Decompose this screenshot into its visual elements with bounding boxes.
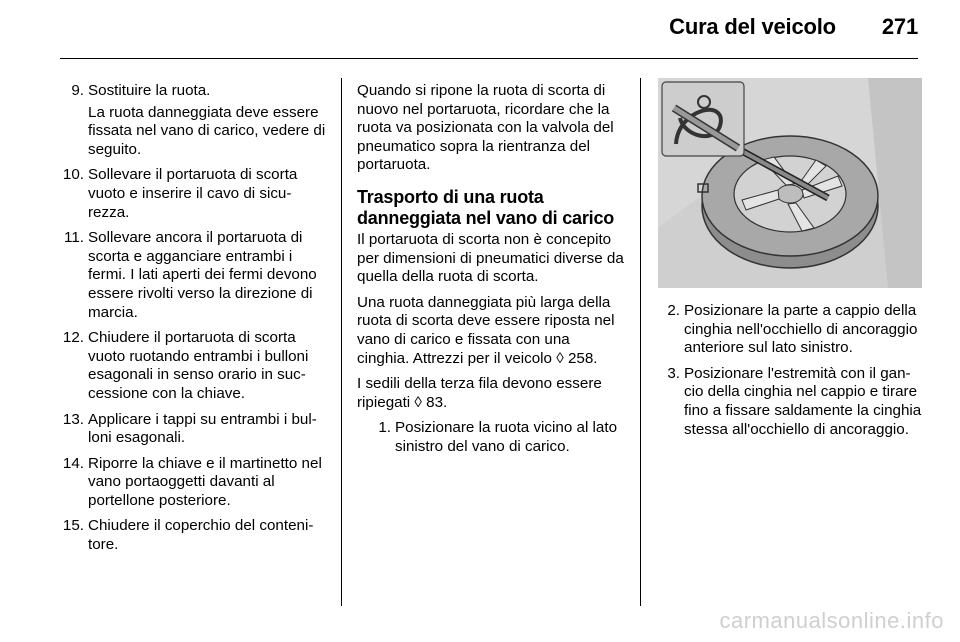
step-text: Sollevare il portaruota di scorta vuoto e inserire il cavo di sicurezza. <box>88 166 298 221</box>
list-item <box>62 517 326 554</box>
list-item <box>62 166 326 222</box>
column-left <box>62 82 326 562</box>
step-text: Riporre la chiave e il martinetto nel vano portaoggetti davanti al portellone posteriore. <box>88 454 322 509</box>
step-number: 10. <box>62 166 84 184</box>
spare-wheel-illustration <box>658 78 922 288</box>
column-divider <box>640 78 641 606</box>
paragraph: Una ruota danneggiata più larga della ruota di scorta deve essere riposta nel vano di carico e fissata con una cinghia. Attrezzi per il veicolo ◊ 258. <box>357 293 615 367</box>
list-item <box>62 329 326 403</box>
step-number: 1. <box>378 419 391 437</box>
step-number: 12. <box>62 329 84 347</box>
paragraph: I sedili della terza fila devono essere ripiegati ◊ 83. <box>357 375 602 411</box>
list-item <box>658 365 924 439</box>
step-number: 2. <box>667 302 680 319</box>
list-item <box>658 302 924 358</box>
steps-list <box>357 419 625 456</box>
paragraph: Il portaruota di scorta non è concepito per dimensioni di pneumatici diverse da quella della ruota di scorta. <box>357 230 624 286</box>
intro-paragraph: Quando si ripone la ruota di scorta di nuovo nel portaruota, ricordare che la ruota va posizionata con la valvola del pneumatico sopra la rientranza del portaruota. <box>357 82 614 174</box>
step-text: Sostituire la ruota. <box>88 82 211 99</box>
list-item <box>62 411 326 448</box>
steps-list <box>62 82 326 555</box>
list-item <box>62 455 326 511</box>
step-text: Chiudere il coperchio del contenitore. <box>88 517 314 554</box>
header-rule <box>60 58 918 59</box>
step-text: Chiudere il portaruota di scorta vuoto ruotando entrambi i bulloni esagonali in senso orario in successione con la chiave. <box>88 329 309 402</box>
column-divider <box>341 78 342 606</box>
step-text: Posizionare l'estremità con il gancio della cinghia nel cappio e tirare fino a fissare saldamente la cinghia stessa all'occhiello di ancoraggio. <box>684 364 922 438</box>
step-number: 15. <box>62 517 84 535</box>
wheel-strap-drawing <box>658 78 922 288</box>
section-title: Cura del veicolo <box>669 14 836 39</box>
list-item <box>369 419 625 456</box>
step-note: La ruota danneggiata deve essere fissata nel vano di carico, vedere di seguito. <box>88 103 326 158</box>
step-text: Sollevare ancora il portaruota di scorta e agganciare entrambi i fermi. I lati aperti dei fermi devono essere rivolti verso la direzione di marcia. <box>88 229 317 321</box>
step-number: 14. <box>62 454 84 472</box>
steps-list <box>658 302 924 439</box>
column-right <box>658 82 924 446</box>
page-number: 271 <box>881 14 918 39</box>
step-number: 3. <box>667 364 680 382</box>
step-text: Posizionare la ruota vicino al lato sinistro del vano di carico. <box>395 419 618 455</box>
section-heading: Trasporto di una ruota danneggiata nel vano di carico <box>357 186 615 228</box>
step-number: 11. <box>64 229 84 247</box>
page-header <box>669 14 918 40</box>
list-item <box>62 82 326 159</box>
step-number: 13. <box>62 410 84 428</box>
step-text: Applicare i tappi su entrambi i bulloni esagonali. <box>88 410 317 447</box>
step-text: Posizionare la parte a cappio della cinghia nell'occhiello di ancoraggio anteriore sul lato sinistro. <box>684 302 918 357</box>
list-item <box>62 229 326 322</box>
step-number: 9. <box>71 82 84 99</box>
column-middle <box>357 82 625 464</box>
watermark-text: carmanualsonline.info <box>719 608 944 633</box>
